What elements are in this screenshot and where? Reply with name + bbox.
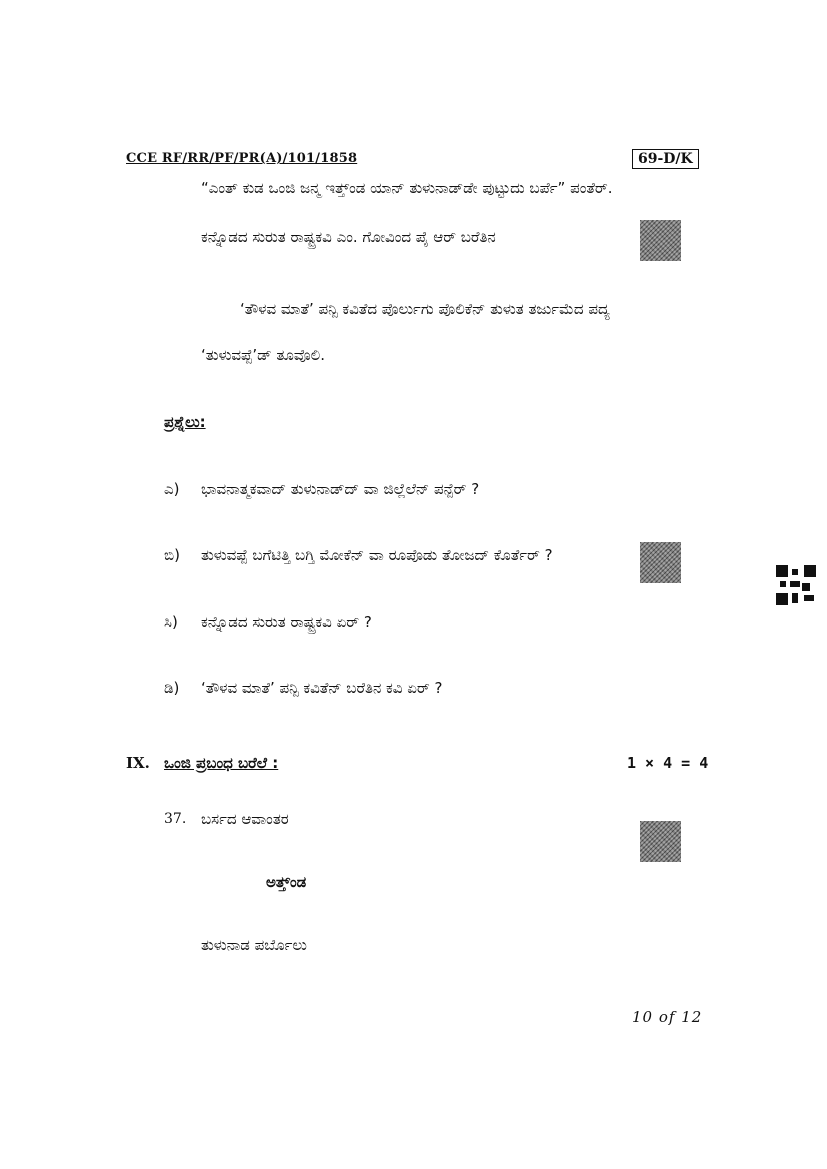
question-text-b: ತುಳುವಪ್ಪೆ ಬಗೆಟಿತ್ತಿ ಬಗ್ತಿ ಮೋಕೆನ್ ವಾ ರೂಪೊಡು ತೋಜದ್ ಕೊರ್ತೆರ್ ? <box>201 546 553 564</box>
passage-line-2: ಕನ್ನೊಡದ ಸುರುತ ರಾಷ್ಟ್ರಕವಿ ಎಂ. ಗೋವಿಂದ ಪೈ ಆರ್ ಬರೆತಿನ <box>201 228 496 246</box>
qr-code-icon <box>640 220 681 261</box>
qr-code-icon <box>640 821 681 862</box>
section-marks: 1 × 4 = 4 <box>627 754 709 772</box>
section-number: IX. <box>126 754 150 772</box>
question-label-a: ಎ) <box>164 480 180 498</box>
question-label-b: ಬಿ) <box>164 546 180 564</box>
question-text-a: ಭಾವನಾತ್ಮಕವಾದ್ ತುಳುನಾಡ್‌ದ್ ವಾ ಜಿಲ್ಲೆಲೆನ್ ಪನ್ಪೆರ್ ? <box>201 480 480 498</box>
essay-option-1: ಬರ್ಸದ ಆವಾಂತರ <box>201 810 289 828</box>
page-number: 10 of 12 <box>632 1008 703 1026</box>
side-qr-code-icon <box>776 565 816 605</box>
passage-line-1: “ಎಂತ್ ಕುಡ ಒಂಜಿ ಜನ್ಮ ಇತ್ತ್‌ಂಡ ಯಾನ್ ತುಳುನಾಡ್‌ಡೇ ಪುಟ್ಟುದು ಬರ್ಪೆ” ಪಂತೆರ್. <box>201 179 613 197</box>
or-label: ಅತ್ತ್‌ಂಡ <box>266 873 307 891</box>
question-label-d: ಡಿ) <box>164 679 180 697</box>
question-label-c: ಸಿ) <box>164 613 178 631</box>
qr-code-icon <box>640 542 681 583</box>
section-title: ಒಂಜಿ ಪ್ರಬಂಧ ಬರೆಲೆ : <box>164 754 279 772</box>
paper-code-header: CCE RF/RR/PF/PR(A)/101/1858 <box>126 151 358 166</box>
question-text-d: ‘ತೌಳವ ಮಾತೆ’ ಪನ್ಪಿ ಕವಿತೆನ್ ಬರೆತಿನ ಕವಿ ಏರ್ ? <box>201 679 443 697</box>
question-text-c: ಕನ್ನೊಡದ ಸುರುತ ರಾಷ್ಟ್ರಕವಿ ಏರ್ ? <box>201 613 372 631</box>
passage-line-3: ‘ತೌಳವ ಮಾತೆ’ ಪನ್ಪಿ ಕವಿತೆದ ಪೊರ್ಲುಗು ಪೊಲಿಕೆನ್ ತುಳುತ ತರ್ಜುಮೆದ ಪದ್ಯ <box>240 300 610 318</box>
passage-line-4: ‘ತುಳುವಪ್ಪೆ’ಡ್ ತೂವೊಲಿ. <box>201 346 325 364</box>
question-number-37: 37. <box>164 811 187 827</box>
question-paper-code: 69-D/K <box>632 149 699 169</box>
essay-option-2: ತುಳುನಾಡ ಪರ್ಬೊಲು <box>201 936 307 954</box>
questions-heading: ಪ್ರಶ್ನೆಲು: <box>164 413 206 431</box>
